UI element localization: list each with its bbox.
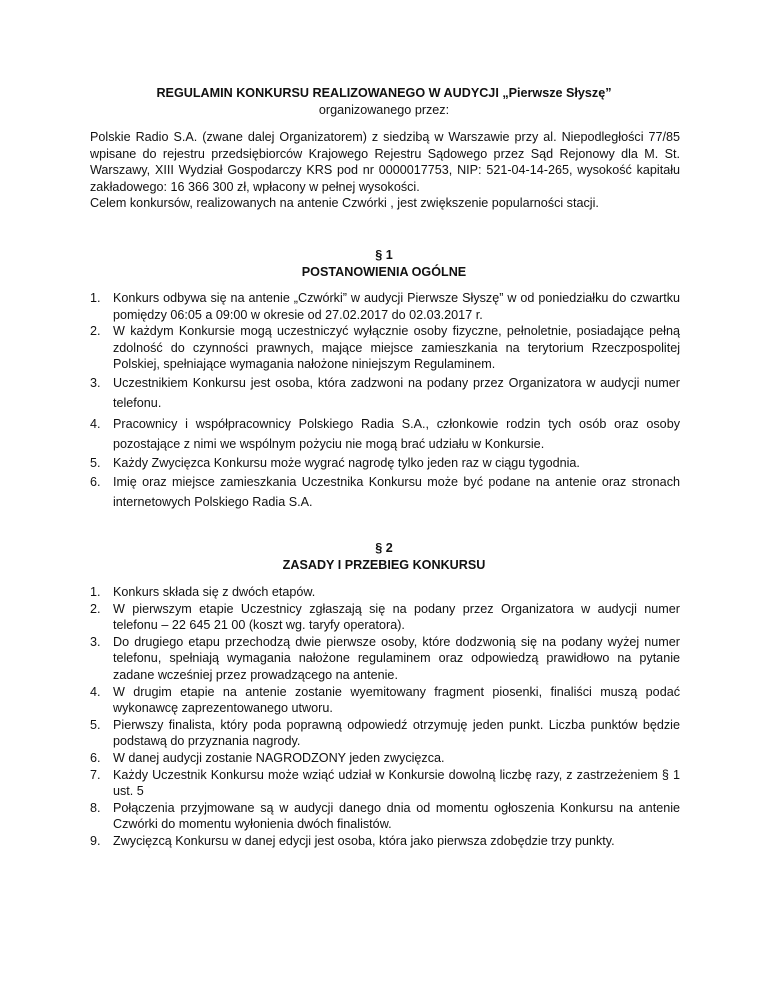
list-item <box>90 717 680 750</box>
list-item-number: 3. <box>90 375 101 390</box>
list-item-text: W danej audycji zostanie NAGRODZONY jeden zwycięzca. <box>113 750 445 765</box>
list-item-text: W drugim etapie na antenie zostanie wyemitowany fragment piosenki, finaliści muszą podać wykonawcę zaprezentowanego utworu. <box>113 684 680 716</box>
list-item <box>90 373 680 414</box>
list-item-text: Pracownicy i współpracownicy Polskiego Radia S.A., członkowie rodzin tych osób oraz osoby pozostające z nimi we wspólnym pożyciu nie mogą brać udziału w Konkursie. <box>113 416 680 452</box>
section-1-number: § 1 <box>375 248 393 262</box>
list-item <box>90 455 680 472</box>
list-item-number: 4. <box>90 684 101 699</box>
list-item-number: 6. <box>90 474 101 489</box>
list-item <box>90 290 680 323</box>
list-item-text: Każdy Zwycięzca Konkursu może wygrać nagrodę tylko jeden raz w ciągu tygodnia. <box>113 455 580 470</box>
section-1-list <box>90 290 680 513</box>
list-item-number: 2. <box>90 601 101 616</box>
list-item-text: Każdy Uczestnik Konkursu może wziąć udział w Konkursie dowolną liczbę razy, z zastrzeżeniem § 1 ust. 5 <box>113 767 680 799</box>
section-2-number: § 2 <box>375 541 393 555</box>
list-item <box>90 684 680 717</box>
list-item-text: Pierwszy finalista, który poda poprawną odpowiedź otrzymuję jeden punkt. Liczba punktów będzie podstawą do przyznania nagrody. <box>113 717 680 749</box>
list-item-number: 6. <box>90 750 101 765</box>
list-item <box>90 414 680 455</box>
list-item-number: 1. <box>90 585 101 599</box>
list-item-number: 3. <box>90 634 101 649</box>
list-item-number: 9. <box>90 833 101 848</box>
list-item-number: 4. <box>90 416 101 431</box>
list-item-number: 2. <box>90 324 101 339</box>
organizer-paragraph: Polskie Radio S.A. (zwane dalej Organizatorem) z siedzibą w Warszawie przy al. Niepodległości 77/85 wpisane do rejestru przedsiębiorców Krajowego Rejestru Sądowego przez Sąd Rejonowy dla M. St. Warszawy, XIII Wydział Gospodarczy KRS pod nr 0000017753, NIP: 521-04-14-265, wysokość kapitału zakładowego: 16 366 300 zł, wpłacony w pełnej wysokości. <box>90 130 680 194</box>
section-1-header <box>90 247 678 280</box>
list-item-number: 1. <box>90 291 101 305</box>
list-item-number: 5. <box>90 455 101 470</box>
section-1-heading: POSTANOWIENIA OGÓLNE <box>301 264 467 279</box>
list-item-number: 7. <box>90 767 101 782</box>
purpose-paragraph: Celem konkursów, realizowanych na antenie Czwórki , jest zwiększenie popularności stacji. <box>90 196 599 211</box>
document-subtitle: organizowanego przez: <box>318 102 450 117</box>
list-item <box>90 601 680 634</box>
list-item-text: Uczestnikiem Konkursu jest osoba, która zadzwoni na podany przez Organizatora w audycji numer telefonu. <box>113 375 680 411</box>
list-item <box>90 472 680 513</box>
list-item <box>90 584 680 601</box>
list-item-text: Konkurs składa się z dwóch etapów. <box>113 585 316 599</box>
section-2-heading: ZASADY I PRZEBIEG KONKURSU <box>282 557 486 572</box>
list-item <box>90 833 680 850</box>
intro-block <box>90 129 680 212</box>
list-item-text: W pierwszym etapie Uczestnicy zgłaszają się na podany przez Organizatora w audycji numer telefonu – 22 645 21 00 (koszt wg. taryfy operatora). <box>113 601 680 633</box>
list-item-text: Do drugiego etapu przechodzą dwie pierwsze osoby, które dodzwonią się na podany wyżej numer telefonu, spełniają wymagania nałożone regulaminem oraz odpowiedzą prawidłowo na pytanie zadane wcześniej przez prowadzącego na antenie. <box>113 634 680 682</box>
list-item <box>90 800 680 833</box>
list-item-text: W każdym Konkursie mogą uczestniczyć wyłącznie osoby fizyczne, pełnoletnie, posiadające pełną zdolność do czynności prawnych, mające miejsce zamieszkania na terytorium Rzeczpospolitej Polskiej, spełniające wymagania nałożone niniejszym Regulaminem. <box>113 324 680 372</box>
list-item <box>90 767 680 800</box>
document-title: REGULAMIN KONKURSU REALIZOWANEGO W AUDYCJI „Pierwsze Słyszę” <box>156 86 612 100</box>
list-item-text: Imię oraz miejsce zamieszkania Uczestnika Konkursu może być podane na antenie oraz stronach internetowych Polskiego Radia S.A. <box>113 474 680 510</box>
list-item <box>90 323 680 373</box>
list-item <box>90 634 680 684</box>
list-item-text: Połączenia przyjmowane są w audycji danego dnia od momentu ogłoszenia Konkursu na antenie Czwórki do momentu wyłonienia dwóch finalistów. <box>113 800 680 832</box>
list-item-number: 5. <box>90 717 101 732</box>
section-2-list <box>90 584 680 850</box>
list-item-number: 8. <box>90 800 101 815</box>
document-header <box>90 85 678 118</box>
list-item-text: Zwycięzcą Konkursu w danej edycji jest osoba, która jako pierwsza zdobędzie trzy punkty. <box>113 833 615 848</box>
list-item-text: Konkurs odbywa się na antenie „Czwórki” w audycji Pierwsze Słyszę” w od poniedziałku do czwartku pomiędzy 06:05 a 09:00 w okresie od 27.02.2017 do 02.03.2017 r. <box>113 291 680 322</box>
list-item <box>90 750 680 767</box>
section-2-header <box>90 540 678 573</box>
